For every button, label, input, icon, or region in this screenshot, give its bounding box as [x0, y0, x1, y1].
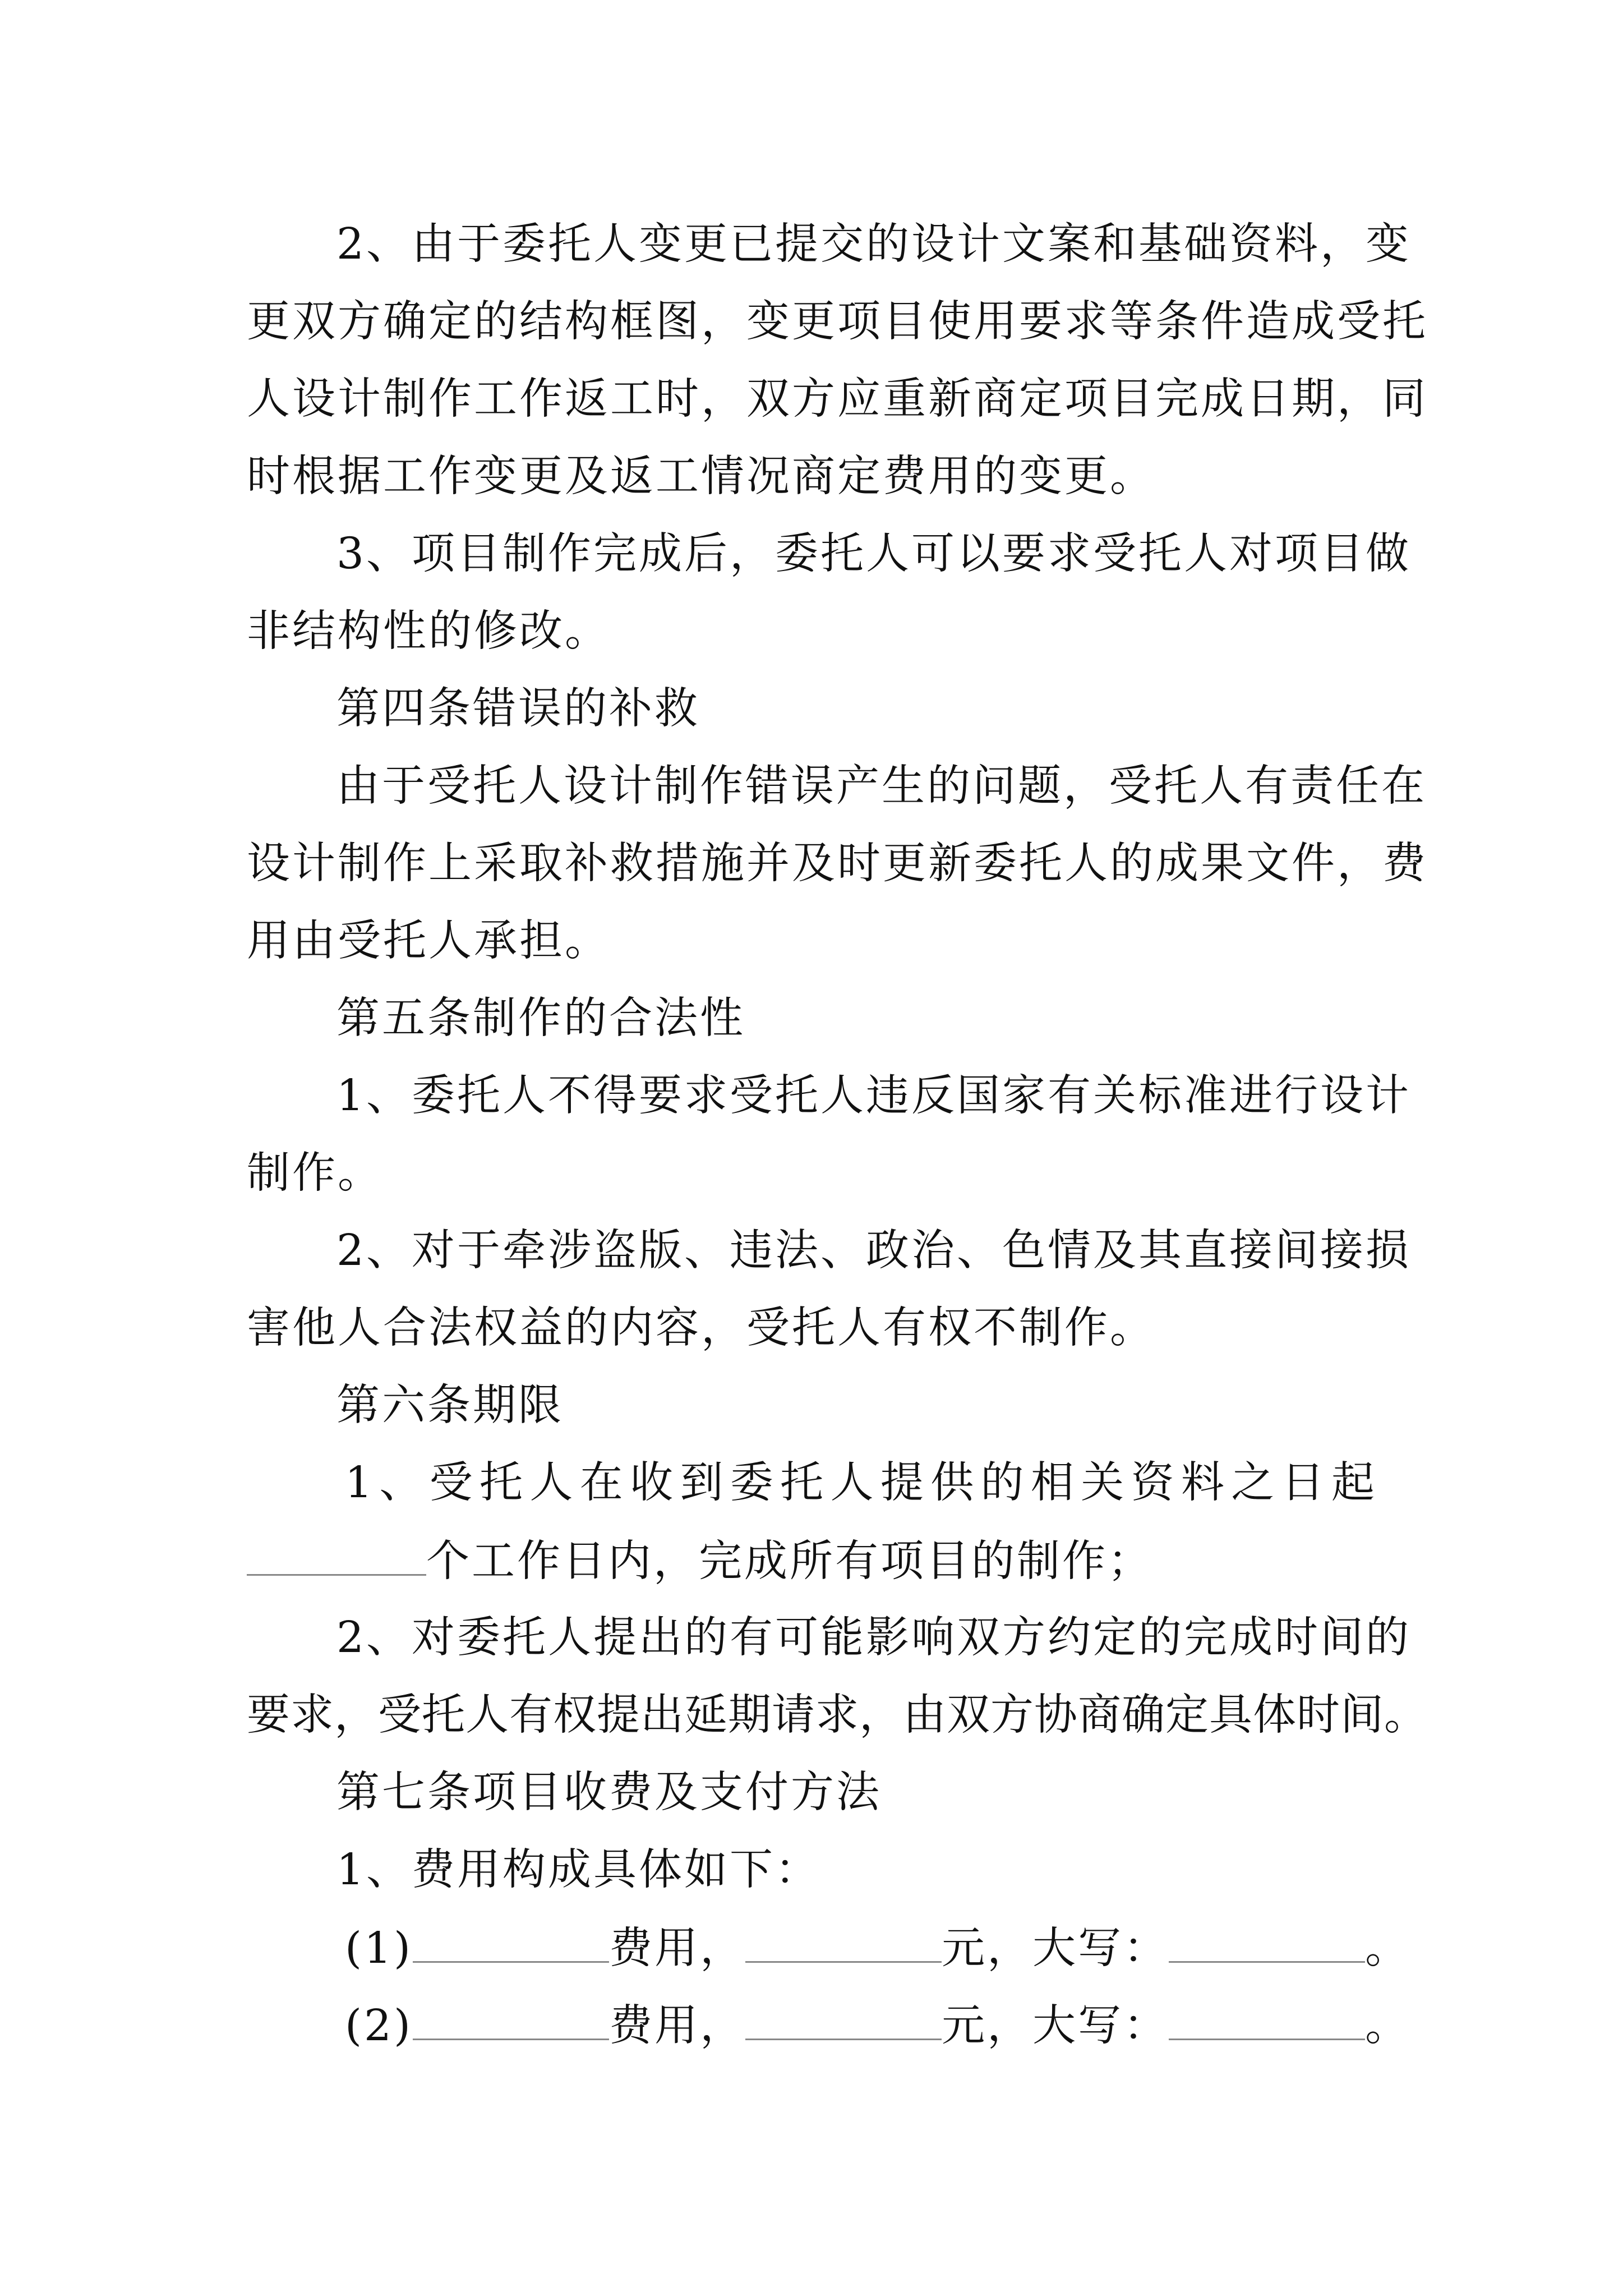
- clause-4-text-line-2: 设计制作上采取补救措施并及时更新委托人的成果文件，费: [247, 839, 1428, 889]
- clause-3-item-2-line-1: 2、由于委托人变更已提交的设计文案和基础资料，变: [336, 219, 1411, 269]
- clause-4-text-line-3: 用由受托人承担。: [247, 916, 610, 966]
- fee-item-1: [345, 1922, 1410, 1975]
- clause-6-item-1-line-2-text: 个工作日内，完成所有项目的制作；: [426, 1536, 1153, 1586]
- clause-6-item-2-line-1: 2、对委托人提出的有可能影响双方约定的完成时间的: [336, 1613, 1411, 1663]
- fee-item-1-unit-label: 元，大写：: [942, 1924, 1169, 1973]
- clause-7-item-1: 1、费用构成具体如下：: [336, 1845, 820, 1895]
- clause-5-item-1-line-1: 1、委托人不得要求受托人违反国家有关标准进行设计: [336, 1071, 1411, 1121]
- fee-item-1-end: 。: [1365, 1924, 1411, 1973]
- fee-item-2-name-blank[interactable]: [413, 1999, 609, 2040]
- fee-item-1-uppercase-blank[interactable]: [1169, 1922, 1365, 1963]
- clause-6-item-1-line-1: 1、受托人在收到委托人提供的相关资料之日起: [345, 1458, 1377, 1508]
- clause-3-item-3-line-1: 3、项目制作完成后，委托人可以要求受托人对项目做: [336, 529, 1411, 579]
- clause-5-item-2-line-1: 2、对于牵涉盗版、违法、政治、色情及其直接间接损: [336, 1226, 1411, 1276]
- days-blank[interactable]: [247, 1535, 426, 1576]
- clause-4-text-line-1: 由于受托人设计制作错误产生的问题，受托人有责任在: [336, 761, 1427, 811]
- fee-item-1-amount-blank[interactable]: [745, 1922, 942, 1963]
- clause-3-item-3-line-2: 非结构性的修改。: [247, 606, 610, 656]
- fee-item-2-uppercase-blank[interactable]: [1169, 1999, 1365, 2040]
- fee-item-2-unit-label: 元，大写：: [942, 2001, 1169, 2051]
- fee-item-1-number: (1): [345, 1924, 413, 1973]
- fee-item-2-number: (2): [345, 2001, 413, 2051]
- clause-6-item-1-line-2: [247, 1535, 1153, 1588]
- clause-3-item-2-line-4: 时根据工作变更及返工情况商定费用的变更。: [247, 452, 1155, 501]
- fee-item-2: [345, 1999, 1410, 2052]
- fee-item-2-fee-label: 费用，: [609, 2001, 746, 2051]
- fee-item-2-end: 。: [1365, 2001, 1411, 2051]
- clause-3-item-2-line-2: 更双方确定的结构框图，变更项目使用要求等条件造成受托: [247, 297, 1428, 347]
- clause-3-item-2-line-3: 人设计制作工作返工时，双方应重新商定项目完成日期，同: [247, 374, 1428, 424]
- fee-item-1-name-blank[interactable]: [413, 1922, 609, 1963]
- clause-5-heading: 第五条制作的合法性: [336, 993, 745, 1043]
- clause-6-item-2-line-2: 要求，受托人有权提出延期请求，由双方协商确定具体时间。: [247, 1690, 1428, 1740]
- clause-4-heading: 第四条错误的补救: [336, 684, 700, 734]
- fee-item-1-fee-label: 费用，: [609, 1924, 746, 1973]
- clause-5-item-2-line-2: 害他人合法权益的内容，受托人有权不制作。: [247, 1303, 1155, 1353]
- clause-5-item-1-line-2: 制作。: [247, 1148, 383, 1198]
- clause-6-heading: 第六条期限: [336, 1381, 564, 1430]
- fee-item-2-amount-blank[interactable]: [745, 1999, 942, 2040]
- clause-7-heading: 第七条项目收费及支付方法: [336, 1768, 882, 1818]
